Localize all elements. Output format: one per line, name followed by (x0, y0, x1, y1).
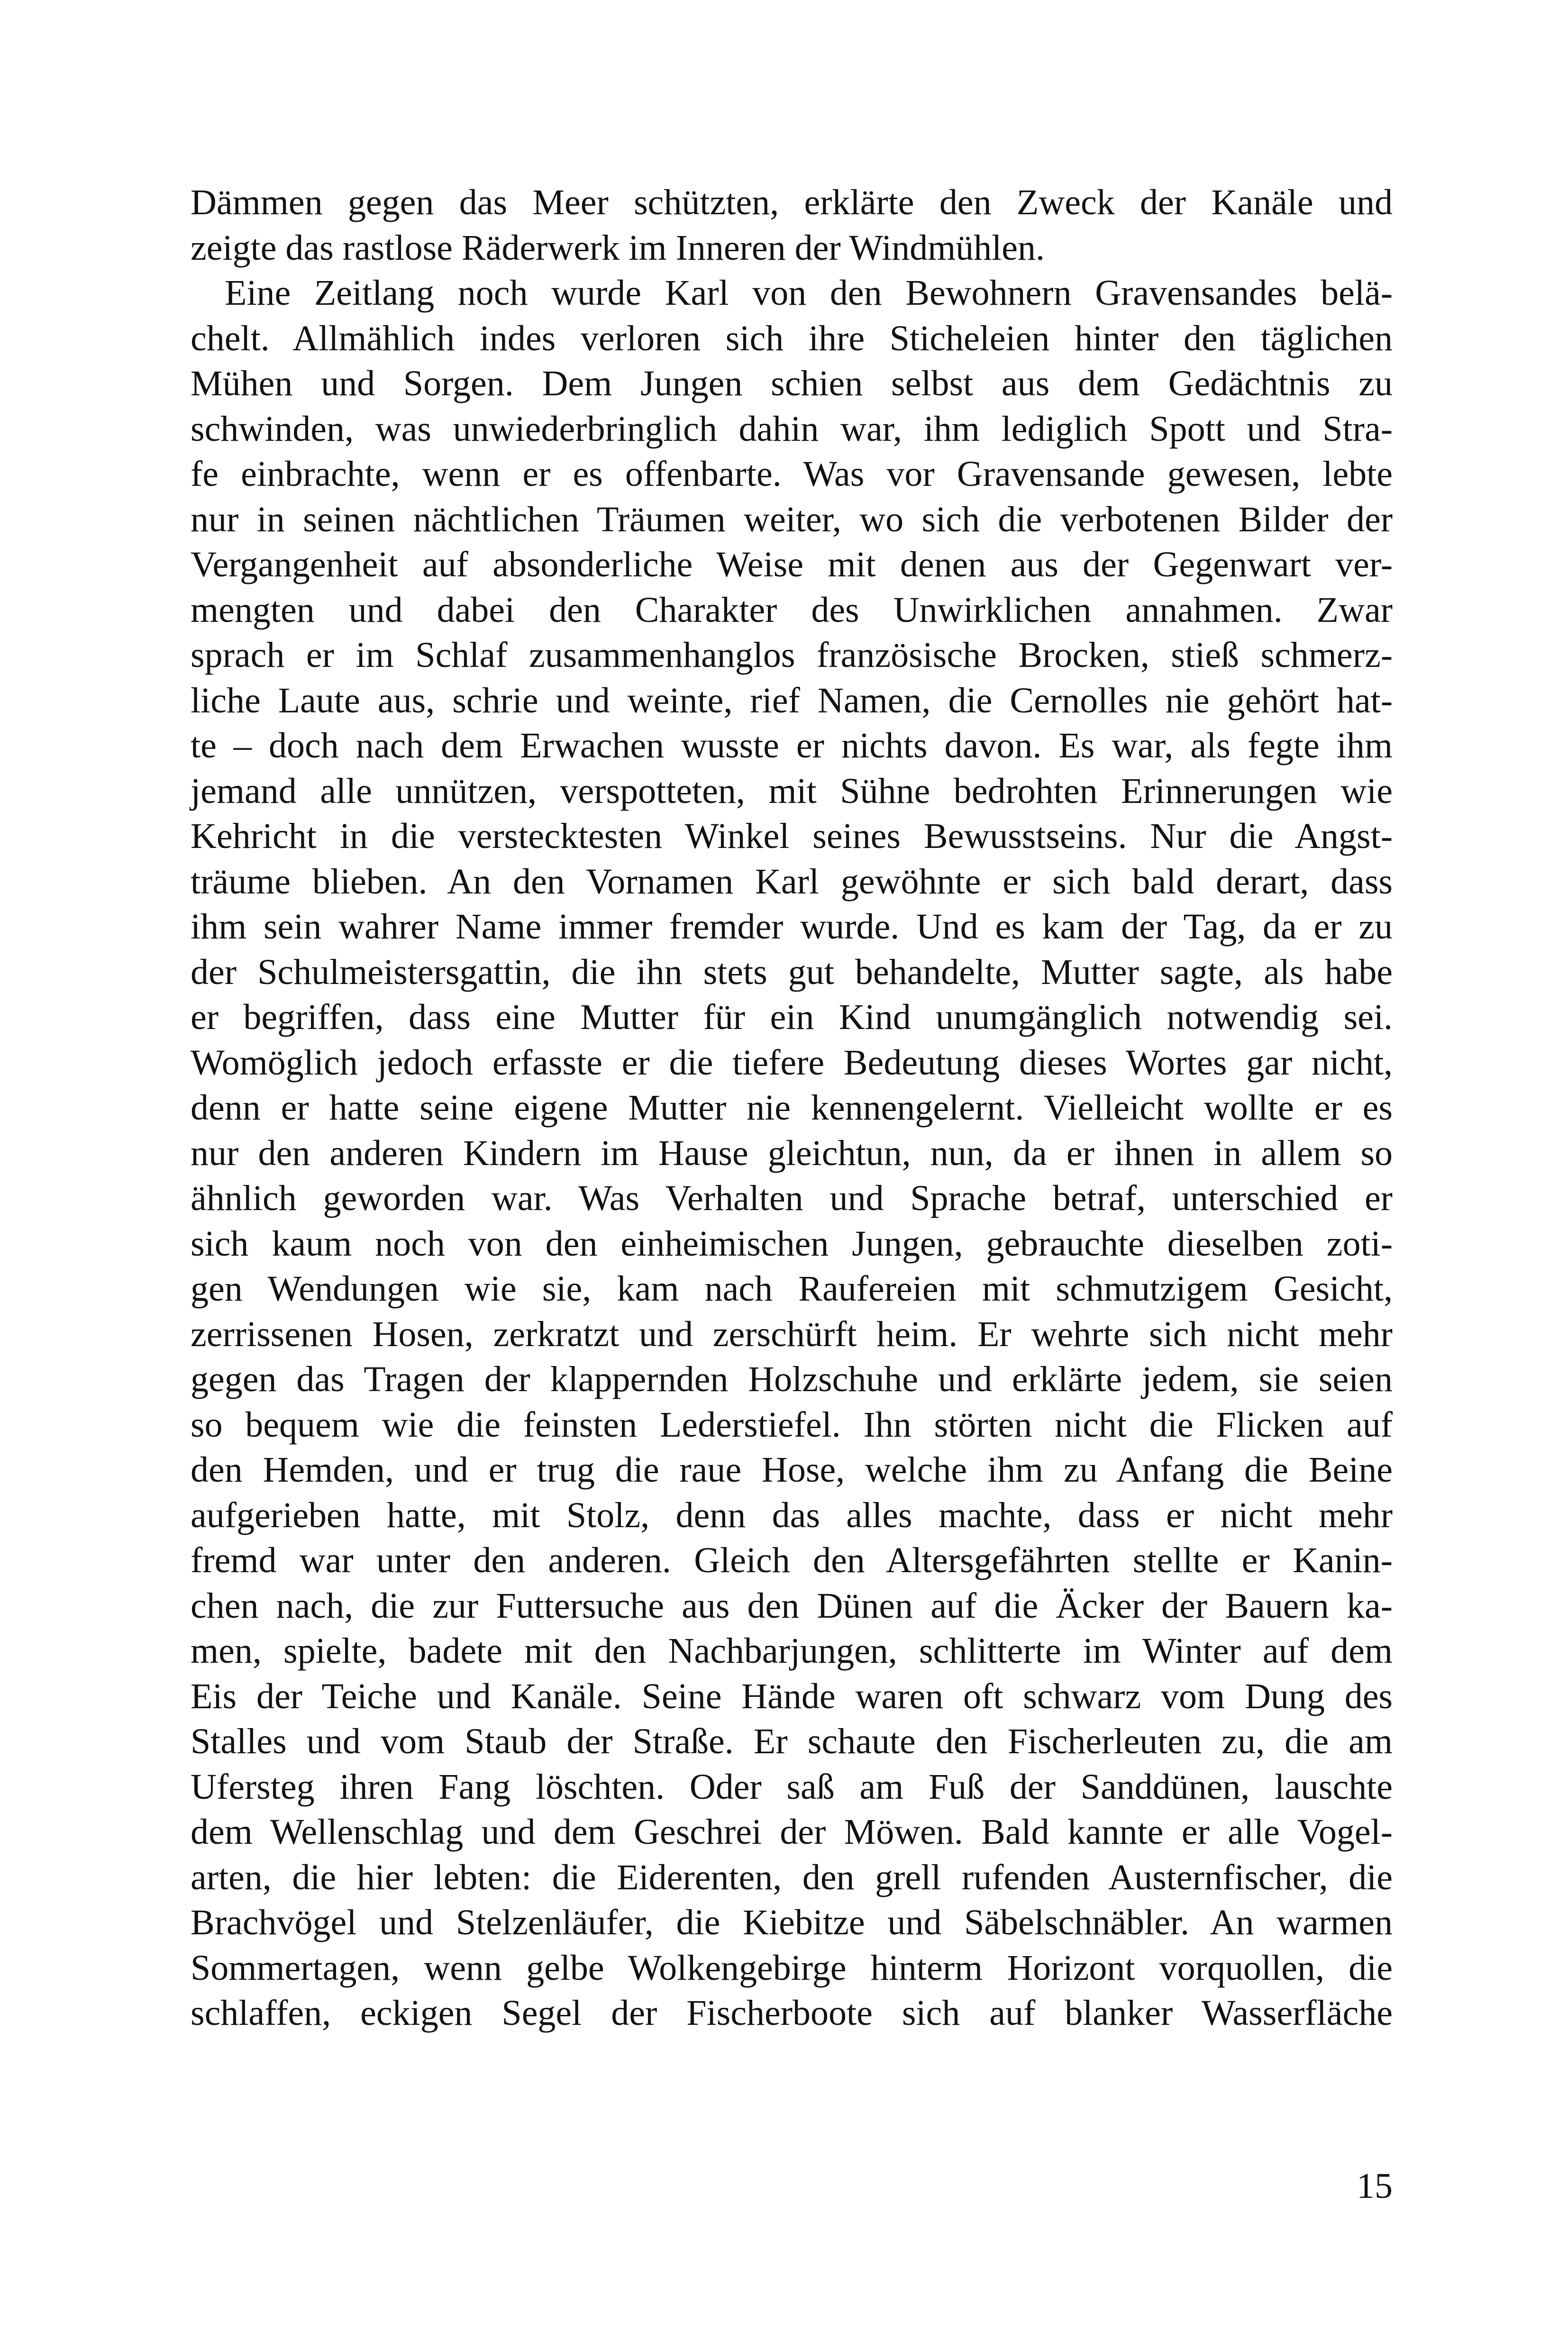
text-line: men, spielte, badete mit den Nachbarjungen, schlitterte im Winter auf dem (191, 1631, 1393, 1671)
text-line: aufgerieben hatte, mit Stolz, denn das alles machte, dass er nicht mehr (191, 1495, 1393, 1535)
text-line: jemand alle unnützen, verspotteten, mit Sühne bedrohten Erinnerungen wie (191, 771, 1393, 811)
text-line: der Schulmeistersgattin, die ihn stets gut behandelte, Mutter sagte, als habe (191, 952, 1393, 992)
text-line: Womöglich jedoch erfasste er die tiefere Bedeutung dieses Wortes gar nicht, (191, 1042, 1393, 1083)
text-line: Dämmen gegen das Meer schützten, erklärte den Zweck der Kanäle und (191, 182, 1393, 222)
text-line: gen Wendungen wie sie, kam nach Raufereien mit schmutzigem Gesicht, (191, 1269, 1393, 1309)
text-line: chelt. Allmählich indes verloren sich ihre Sticheleien hinter den täglichen (191, 318, 1393, 358)
text-line: Mühen und Sorgen. Dem Jungen schien selbst aus dem Gedächtnis zu (191, 364, 1393, 403)
text-line: gegen das Tragen der klappernden Holzschuhe und erklärte jedem, sie seien (191, 1359, 1393, 1399)
text-line: Kehricht in die verstecktesten Winkel seines Bewusstseins. Nur die Angst- (191, 816, 1393, 856)
body-text (191, 180, 1393, 2036)
text-line: zeigte das rastlose Räderwerk im Inneren der Windmühlen. (191, 228, 1045, 268)
text-line: mengten und dabei den Charakter des Unwirklichen annahmen. Zwar (191, 590, 1393, 630)
text-line: schwinden, was unwiederbringlich dahin war, ihm lediglich Spott und Stra- (191, 409, 1393, 449)
text-line: fremd war unter den anderen. Gleich den Altersgefährten stellte er Kanin- (191, 1540, 1393, 1580)
text-line: chen nach, die zur Futtersuche aus den Dünen auf die Äcker der Bauern ka- (191, 1585, 1393, 1626)
text-line: träume blieben. An den Vornamen Karl gewöhnte er sich bald derart, dass (191, 861, 1393, 902)
paragraph-first-line: Eine Zeitlang noch wurde Karl von den Bewohnern Gravensandes belä- (225, 273, 1393, 313)
text-line: nur in seinen nächtlichen Träumen weiter, wo sich die verbotenen Bilder der (191, 499, 1393, 539)
text-line: fe einbrachte, wenn er es offenbarte. Was vor Gravensande gewesen, lebte (191, 454, 1393, 494)
text-line: denn er hatte seine eigene Mutter nie kennengelernt. Vielleicht wollte er es (191, 1088, 1393, 1128)
text-line: zerrissenen Hosen, zerkratzt und zerschürft heim. Er wehrte sich nicht mehr (191, 1314, 1393, 1354)
text-line: ähnlich geworden war. Was Verhalten und Sprache betraf, unterschied er (191, 1178, 1393, 1218)
text-line: Vergangenheit auf absonderliche Weise mit denen aus der Gegenwart ver- (191, 545, 1393, 584)
text-line: Sommertagen, wenn gelbe Wolkengebirge hinterm Horizont vorquollen, die (191, 1948, 1393, 1988)
text-line: ihm sein wahrer Name immer fremder wurde. Und es kam der Tag, da er zu (191, 907, 1393, 947)
page-number: 15 (1357, 2166, 1393, 2206)
text-line: Ufersteg ihren Fang löschten. Oder saß am Fuß der Sanddünen, lauschte (191, 1767, 1393, 1807)
text-line: dem Wellenschlag und dem Geschrei der Möwen. Bald kannte er alle Vogel- (191, 1812, 1393, 1852)
text-line: Eis der Teiche und Kanäle. Seine Hände waren oft schwarz vom Dung des (191, 1676, 1393, 1716)
text-line: arten, die hier lebten: die Eiderenten, den grell rufenden Austernfischer, die (191, 1857, 1393, 1897)
text-line: sich kaum noch von den einheimischen Jungen, gebrauchte dieselben zoti- (191, 1223, 1393, 1264)
text-line: er begriffen, dass eine Mutter für ein Kind unumgänglich notwendig sei. (191, 997, 1393, 1037)
text-line: te – doch nach dem Erwachen wusste er nichts davon. Es war, als fegte ihm (191, 726, 1393, 765)
text-line: den Hemden, und er trug die raue Hose, welche ihm zu Anfang die Beine (191, 1450, 1393, 1490)
text-line: Stalles und vom Staub der Straße. Er schaute den Fischerleuten zu, die am (191, 1722, 1393, 1761)
text-line: sprach er im Schlaf zusammenhanglos französische Brocken, stieß schmerz- (191, 635, 1393, 675)
text-line: schlaffen, eckigen Segel der Fischerboote sich auf blanker Wasserfläche (191, 1993, 1393, 2033)
text-line: liche Laute aus, schrie und weinte, rief Namen, die Cernolles nie gehört hat- (191, 680, 1393, 720)
text-line: Brachvögel und Stelzenläufer, die Kiebitze und Säbelschnäbler. An warmen (191, 1903, 1393, 1942)
text-line: nur den anderen Kindern im Hause gleichtun, nun, da er ihnen in allem so (191, 1133, 1393, 1173)
text-line: so bequem wie die feinsten Lederstiefel. Ihn störten nicht die Flicken auf (191, 1404, 1393, 1445)
